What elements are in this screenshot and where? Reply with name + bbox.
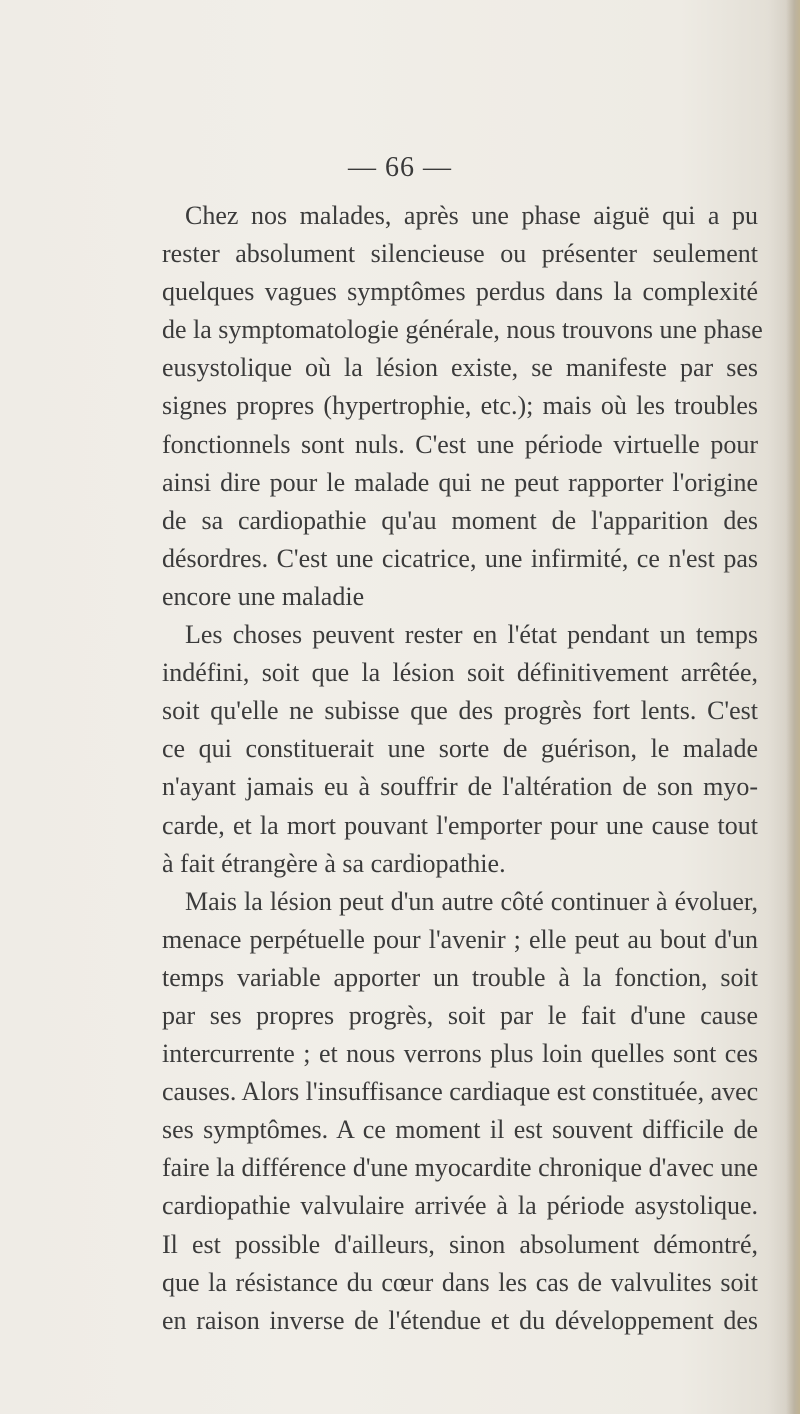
text-line: à fait étrangère à sa cardiopathie. <box>162 848 506 878</box>
text-line: quelques vagues symptômes perdus dans la complexité <box>162 277 758 307</box>
text-line: eusystolique où la lésion existe, se manifeste par ses <box>162 353 758 383</box>
text-line: de la symptomatologie générale, nous trouvons une phase <box>162 315 763 345</box>
text-line: de sa cardiopathie qu'au moment de l'apparition des <box>162 505 758 535</box>
text-line: soit qu'elle ne subisse que des progrès fort lents. C'est <box>162 696 758 726</box>
text-line: indéfini, soit que la lésion soit définitivement arrêtée, <box>162 658 758 688</box>
text-line: en raison inverse de l'étendue et du développement des <box>162 1305 758 1335</box>
text-line: faire la différence d'une myocardite chronique d'avec une <box>162 1153 758 1183</box>
text-line: carde, et la mort pouvant l'emporter pour une cause tout <box>162 810 758 840</box>
text-line: Il est possible d'ailleurs, sinon absolument démontré, <box>162 1229 758 1259</box>
text-line: ses symptômes. A ce moment il est souvent difficile de <box>162 1115 758 1145</box>
text-line: Mais la lésion peut d'un autre côté continuer à évoluer, <box>185 886 758 916</box>
text-line: n'ayant jamais eu à souffrir de l'altération de son myo- <box>162 772 758 802</box>
text-line: encore une maladie <box>162 581 365 611</box>
text-line: ainsi dire pour le malade qui ne peut rapporter l'origine <box>162 467 758 497</box>
body-text <box>162 197 763 1340</box>
text-line: fonctionnels sont nuls. C'est une période virtuelle pour <box>162 429 758 459</box>
text-line: causes. Alors l'insuffisance cardiaque est constituée, avec <box>162 1077 759 1107</box>
text-line: que la résistance du cœur dans les cas de valvulites soit <box>162 1267 758 1297</box>
text-line: rester absolument silencieuse ou présenter seulement <box>162 239 758 269</box>
text-line: signes propres (hypertrophie, etc.); mais où les troubles <box>162 391 758 421</box>
text-line: menace perpétuelle pour l'avenir ; elle peut au bout d'un <box>162 924 758 954</box>
text-line: intercurrente ; et nous verrons plus loin quelles sont ces <box>162 1039 758 1069</box>
text-line: cardiopathie valvulaire arrivée à la période asystolique. <box>162 1191 758 1221</box>
text-line: Les choses peuvent rester en l'état pendant un temps <box>185 620 758 650</box>
text-line: par ses propres progrès, soit par le fait d'une cause <box>162 1000 758 1030</box>
text-line: désordres. C'est une cicatrice, une infirmité, ce n'est pas <box>162 543 758 573</box>
text-line: temps variable apporter un trouble à la fonction, soit <box>162 962 758 992</box>
text-line: ce qui constituerait une sorte de guérison, le malade <box>162 734 758 764</box>
page-edge-shadow <box>786 0 800 1414</box>
text-line: Chez nos malades, après une phase aiguë qui a pu <box>185 201 758 230</box>
page-number: — 66 — <box>348 152 452 183</box>
